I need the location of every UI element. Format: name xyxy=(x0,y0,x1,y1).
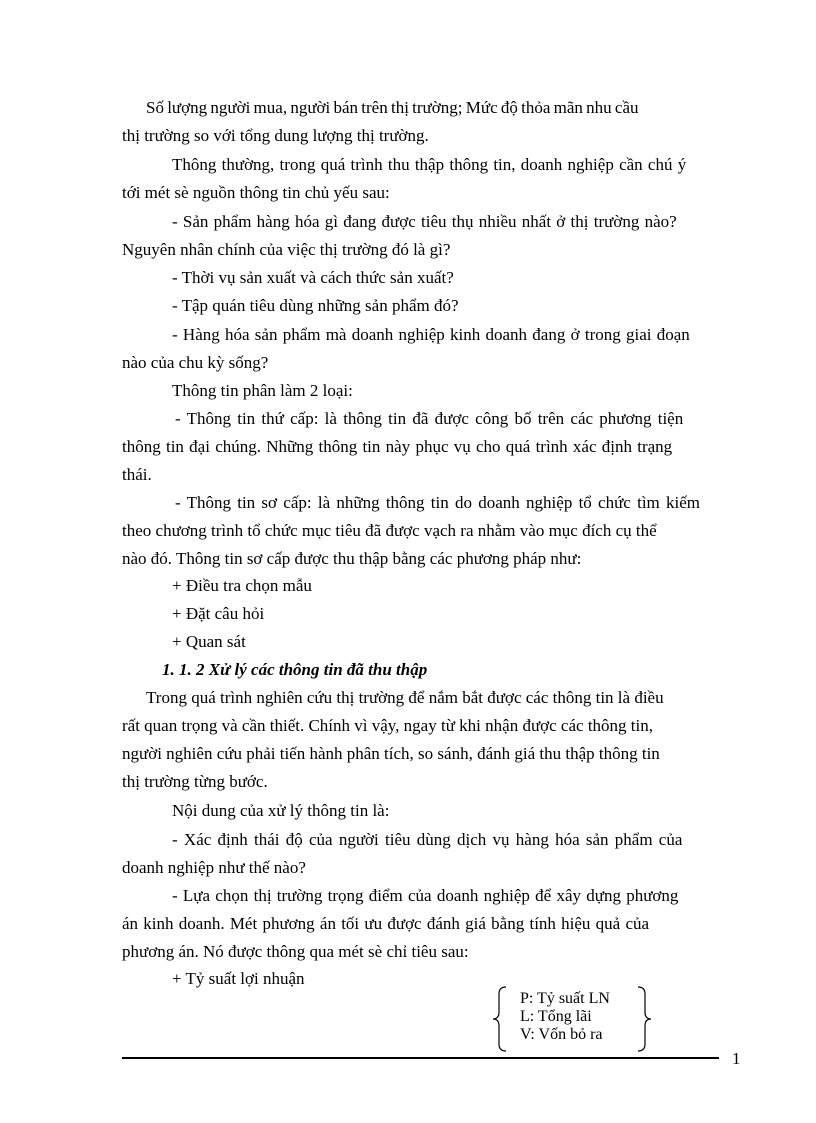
text-line: Số lượng người mua, người bán trên thị trường; Mức độ thỏa mãn nhu cầu xyxy=(146,98,639,117)
text-line: - Thông tin thứ cấp: là thông tin đã được công bố trên các phương tiện xyxy=(175,409,684,428)
text-line: - Sản phẩm hàng hóa gì đang được tiêu thụ nhiều nhất ở thị trường nào? xyxy=(172,212,677,231)
text-line: Trong quá trình nghiên cứu thị trường để nắm bắt được các thông tin là điều xyxy=(146,688,664,707)
text-line: - Thời vụ sản xuất và cách thức sản xuất? xyxy=(172,268,454,287)
text-line: Thông thường, trong quá trình thu thập thông tin, doanh nghiệp cần chú ý xyxy=(172,155,687,174)
text-line: nào đó. Thông tin sơ cấp được thu thập bằng các phương pháp như: xyxy=(122,549,582,568)
text-line: phương án. Nó được thông qua mét sè chỉ tiêu sau: xyxy=(122,942,469,961)
text-line: án kinh doanh. Mét phương án tối ưu được đánh giá bằng tính hiệu quả của xyxy=(122,914,650,933)
text-line: người nghiên cứu phải tiến hành phân tích, so sánh, đánh giá thu thập thông tin xyxy=(122,744,660,763)
legend-item: L: Tổng lãi xyxy=(520,1008,592,1025)
legend-item: V: Vốn bỏ ra xyxy=(520,1026,603,1043)
text-line: thị trường từng bước. xyxy=(122,772,268,791)
text-line: Nội dung của xử lý thông tin là: xyxy=(172,801,390,820)
text-line: theo chương trình tổ chức mục tiêu đã được vạch ra nhằm vào mục đích cụ thể xyxy=(122,521,657,540)
text-line: Thông tin phân làm 2 loại: xyxy=(172,381,353,400)
formula-legend xyxy=(492,985,652,1053)
text-line: thái. xyxy=(122,465,152,484)
text-line: - Xác định thái độ của người tiêu dùng dịch vụ hàng hóa sản phẩm của xyxy=(172,830,683,849)
text-line: tới mét sè nguồn thông tin chủ yếu sau: xyxy=(122,183,390,202)
text-line: doanh nghiệp như thế nào? xyxy=(122,858,306,877)
text-line: nào của chu kỳ sống? xyxy=(122,353,269,372)
text-line: + Tỷ suất lợi nhuận xyxy=(172,969,305,988)
page-number: 1 xyxy=(732,1049,741,1068)
text-line: - Tập quán tiêu dùng những sản phẩm đó? xyxy=(172,296,459,315)
text-line: - Hàng hóa sản phẩm mà doanh nghiệp kinh doanh đang ở trong giai đoạn xyxy=(172,325,690,344)
text-line: thông tin đại chúng. Những thông tin này phục vụ cho quá trình xác định trạng xyxy=(122,437,673,456)
text-line: thị trường so với tổng dung lượng thị trường. xyxy=(122,126,429,145)
text-line: - Lựa chọn thị trường trọng điểm của doanh nghiệp để xây dựng phương xyxy=(172,886,679,905)
text-line: - Thông tin sơ cấp: là những thông tin do doanh nghiệp tổ chức tìm kiếm xyxy=(175,493,701,512)
text-line: + Điều tra chọn mẫu xyxy=(172,576,312,595)
text-line: rất quan trọng và cần thiết. Chính vì vậy, ngay từ khi nhận được các thông tin, xyxy=(122,716,653,735)
footer-rule xyxy=(122,1057,719,1059)
text-line: Nguyên nhân chính của việc thị trường đó là gì? xyxy=(122,240,451,259)
text-line: + Quan sát xyxy=(172,632,246,651)
legend-item: P: Tỷ suất LN xyxy=(520,990,610,1007)
section-heading: 1. 1. 2 Xử lý các thông tin đã thu thập xyxy=(162,660,428,679)
text-line: + Đặt câu hỏi xyxy=(172,604,265,623)
